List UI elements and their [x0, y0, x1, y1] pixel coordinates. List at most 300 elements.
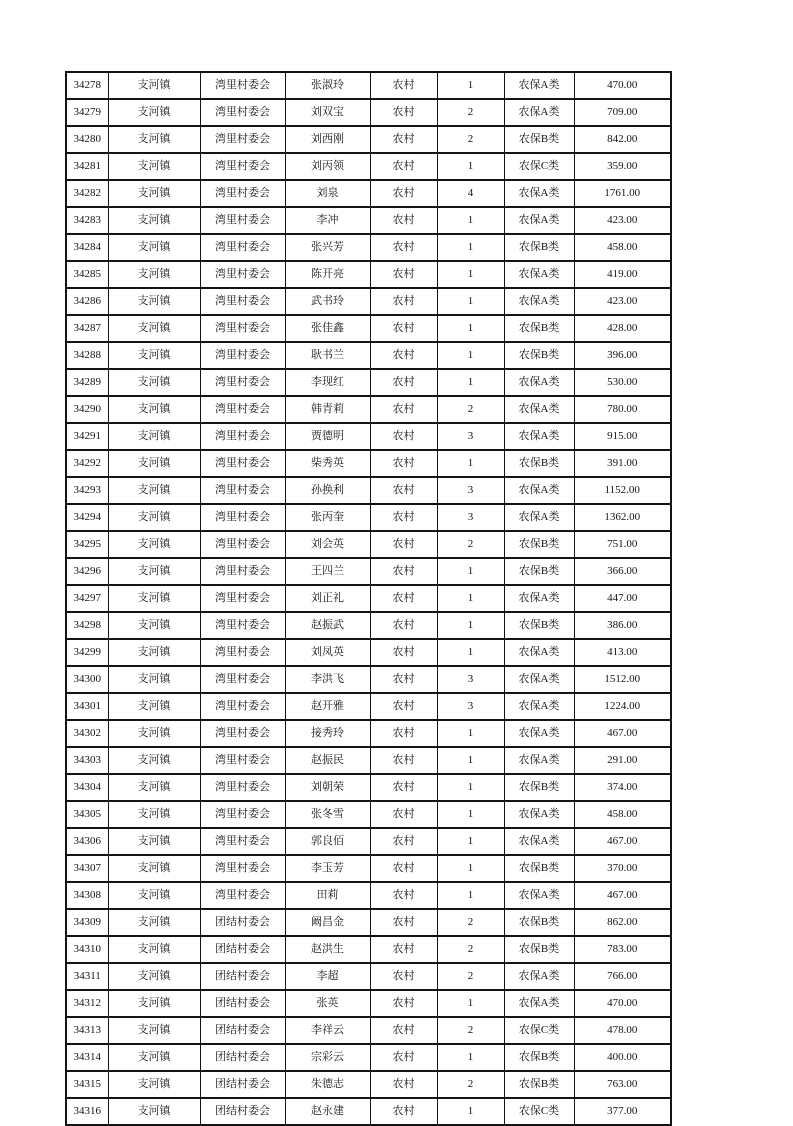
- table-row: [66, 666, 671, 693]
- table-row: [66, 207, 671, 234]
- table-row: [66, 396, 671, 423]
- cell-name: 田莉: [285, 882, 370, 909]
- cell-category: 农村: [370, 882, 437, 909]
- table-row: [66, 639, 671, 666]
- cell-amount: 423.00: [574, 207, 671, 234]
- table-row: [66, 801, 671, 828]
- cell-amount: 400.00: [574, 1044, 671, 1071]
- cell-town: 支河镇: [108, 396, 200, 423]
- table-row: [66, 288, 671, 315]
- cell-amount: 467.00: [574, 828, 671, 855]
- cell-record-id: 34279: [66, 99, 108, 126]
- table-row: [66, 342, 671, 369]
- cell-insurance-type: 农保A类: [504, 72, 574, 99]
- cell-insurance-type: 农保C类: [504, 1098, 574, 1125]
- cell-count: 1: [437, 774, 504, 801]
- cell-name: 刘泉: [285, 180, 370, 207]
- cell-name: 张英: [285, 990, 370, 1017]
- cell-insurance-type: 农保B类: [504, 234, 574, 261]
- cell-village: 湾里村委会: [200, 558, 285, 585]
- cell-category: 农村: [370, 450, 437, 477]
- cell-village: 湾里村委会: [200, 261, 285, 288]
- cell-town: 支河镇: [108, 990, 200, 1017]
- cell-count: 1: [437, 720, 504, 747]
- cell-count: 1: [437, 234, 504, 261]
- cell-category: 农村: [370, 261, 437, 288]
- cell-name: 刘会英: [285, 531, 370, 558]
- cell-record-id: 34285: [66, 261, 108, 288]
- cell-record-id: 34307: [66, 855, 108, 882]
- cell-insurance-type: 农保B类: [504, 855, 574, 882]
- cell-name: 朱德志: [285, 1071, 370, 1098]
- cell-category: 农村: [370, 504, 437, 531]
- cell-category: 农村: [370, 801, 437, 828]
- table-row: [66, 450, 671, 477]
- table-row: [66, 153, 671, 180]
- cell-town: 支河镇: [108, 909, 200, 936]
- cell-name: 李超: [285, 963, 370, 990]
- cell-insurance-type: 农保B类: [504, 909, 574, 936]
- table-row: [66, 855, 671, 882]
- cell-village: 湾里村委会: [200, 774, 285, 801]
- cell-record-id: 34296: [66, 558, 108, 585]
- table-row: [66, 936, 671, 963]
- cell-town: 支河镇: [108, 828, 200, 855]
- cell-name: 耿书兰: [285, 342, 370, 369]
- cell-town: 支河镇: [108, 153, 200, 180]
- cell-name: 张丙奎: [285, 504, 370, 531]
- cell-name: 赵振武: [285, 612, 370, 639]
- cell-category: 农村: [370, 936, 437, 963]
- table-row: [66, 612, 671, 639]
- cell-record-id: 34290: [66, 396, 108, 423]
- cell-name: 刘丙领: [285, 153, 370, 180]
- cell-count: 1: [437, 369, 504, 396]
- table-row: [66, 693, 671, 720]
- cell-record-id: 34310: [66, 936, 108, 963]
- cell-name: 刘西刚: [285, 126, 370, 153]
- table-row: [66, 558, 671, 585]
- cell-insurance-type: 农保A类: [504, 477, 574, 504]
- cell-category: 农村: [370, 639, 437, 666]
- cell-insurance-type: 农保A类: [504, 963, 574, 990]
- cell-insurance-type: 农保A类: [504, 396, 574, 423]
- cell-category: 农村: [370, 693, 437, 720]
- cell-amount: 374.00: [574, 774, 671, 801]
- cell-amount: 391.00: [574, 450, 671, 477]
- cell-name: 张冬雪: [285, 801, 370, 828]
- cell-insurance-type: 农保B类: [504, 315, 574, 342]
- table-row: [66, 477, 671, 504]
- cell-village: 湾里村委会: [200, 342, 285, 369]
- cell-count: 4: [437, 180, 504, 207]
- cell-count: 2: [437, 126, 504, 153]
- cell-village: 湾里村委会: [200, 72, 285, 99]
- table-row: [66, 720, 671, 747]
- table-row: [66, 423, 671, 450]
- cell-category: 农村: [370, 288, 437, 315]
- cell-category: 农村: [370, 585, 437, 612]
- cell-amount: 766.00: [574, 963, 671, 990]
- cell-category: 农村: [370, 774, 437, 801]
- cell-record-id: 34313: [66, 1017, 108, 1044]
- cell-village: 湾里村委会: [200, 531, 285, 558]
- cell-category: 农村: [370, 747, 437, 774]
- cell-record-id: 34300: [66, 666, 108, 693]
- table-row: [66, 882, 671, 909]
- cell-town: 支河镇: [108, 315, 200, 342]
- cell-count: 1: [437, 558, 504, 585]
- cell-name: 孙换利: [285, 477, 370, 504]
- cell-name: 刘双宝: [285, 99, 370, 126]
- cell-name: 李洪飞: [285, 666, 370, 693]
- cell-record-id: 34316: [66, 1098, 108, 1125]
- cell-insurance-type: 农保A类: [504, 693, 574, 720]
- cell-record-id: 34293: [66, 477, 108, 504]
- cell-insurance-type: 农保A类: [504, 180, 574, 207]
- cell-count: 3: [437, 693, 504, 720]
- cell-amount: 467.00: [574, 882, 671, 909]
- cell-count: 3: [437, 504, 504, 531]
- cell-village: 湾里村委会: [200, 693, 285, 720]
- cell-count: 2: [437, 963, 504, 990]
- cell-name: 刘凤英: [285, 639, 370, 666]
- table-row: [66, 909, 671, 936]
- cell-insurance-type: 农保A类: [504, 720, 574, 747]
- cell-town: 支河镇: [108, 261, 200, 288]
- cell-record-id: 34291: [66, 423, 108, 450]
- cell-town: 支河镇: [108, 963, 200, 990]
- cell-village: 团结村委会: [200, 936, 285, 963]
- cell-record-id: 34295: [66, 531, 108, 558]
- cell-name: 宗彩云: [285, 1044, 370, 1071]
- cell-amount: 470.00: [574, 72, 671, 99]
- cell-village: 湾里村委会: [200, 180, 285, 207]
- cell-count: 1: [437, 801, 504, 828]
- cell-village: 团结村委会: [200, 1098, 285, 1125]
- cell-category: 农村: [370, 180, 437, 207]
- cell-town: 支河镇: [108, 936, 200, 963]
- cell-record-id: 34304: [66, 774, 108, 801]
- cell-count: 3: [437, 666, 504, 693]
- cell-record-id: 34280: [66, 126, 108, 153]
- cell-count: 1: [437, 450, 504, 477]
- cell-insurance-type: 农保B类: [504, 936, 574, 963]
- cell-category: 农村: [370, 342, 437, 369]
- cell-village: 湾里村委会: [200, 801, 285, 828]
- cell-amount: 423.00: [574, 288, 671, 315]
- cell-insurance-type: 农保B类: [504, 126, 574, 153]
- cell-name: 贾德明: [285, 423, 370, 450]
- cell-category: 农村: [370, 315, 437, 342]
- cell-amount: 291.00: [574, 747, 671, 774]
- cell-village: 团结村委会: [200, 1017, 285, 1044]
- cell-category: 农村: [370, 153, 437, 180]
- cell-category: 农村: [370, 666, 437, 693]
- cell-count: 1: [437, 612, 504, 639]
- cell-category: 农村: [370, 1017, 437, 1044]
- cell-town: 支河镇: [108, 423, 200, 450]
- cell-record-id: 34288: [66, 342, 108, 369]
- cell-record-id: 34312: [66, 990, 108, 1017]
- cell-name: 李祥云: [285, 1017, 370, 1044]
- cell-town: 支河镇: [108, 666, 200, 693]
- cell-record-id: 34287: [66, 315, 108, 342]
- cell-category: 农村: [370, 477, 437, 504]
- cell-count: 1: [437, 1044, 504, 1071]
- cell-name: 李现红: [285, 369, 370, 396]
- cell-insurance-type: 农保A类: [504, 585, 574, 612]
- cell-amount: 428.00: [574, 315, 671, 342]
- cell-insurance-type: 农保C类: [504, 153, 574, 180]
- cell-name: 赵永建: [285, 1098, 370, 1125]
- cell-name: 张佳鑫: [285, 315, 370, 342]
- cell-amount: 751.00: [574, 531, 671, 558]
- table-row: [66, 261, 671, 288]
- cell-amount: 862.00: [574, 909, 671, 936]
- cell-insurance-type: 农保A类: [504, 747, 574, 774]
- cell-record-id: 34306: [66, 828, 108, 855]
- cell-amount: 413.00: [574, 639, 671, 666]
- cell-count: 2: [437, 909, 504, 936]
- cell-name: 赵洪生: [285, 936, 370, 963]
- cell-amount: 1512.00: [574, 666, 671, 693]
- cell-amount: 458.00: [574, 234, 671, 261]
- cell-amount: 530.00: [574, 369, 671, 396]
- cell-town: 支河镇: [108, 747, 200, 774]
- cell-count: 1: [437, 261, 504, 288]
- cell-category: 农村: [370, 207, 437, 234]
- cell-count: 2: [437, 1017, 504, 1044]
- cell-count: 1: [437, 288, 504, 315]
- cell-record-id: 34292: [66, 450, 108, 477]
- cell-name: 郭良佰: [285, 828, 370, 855]
- cell-town: 支河镇: [108, 693, 200, 720]
- table-row: [66, 369, 671, 396]
- cell-name: 刘正礼: [285, 585, 370, 612]
- cell-insurance-type: 农保B类: [504, 612, 574, 639]
- cell-record-id: 34298: [66, 612, 108, 639]
- cell-town: 支河镇: [108, 558, 200, 585]
- cell-amount: 447.00: [574, 585, 671, 612]
- cell-amount: 470.00: [574, 990, 671, 1017]
- cell-amount: 467.00: [574, 720, 671, 747]
- cell-count: 1: [437, 1098, 504, 1125]
- cell-record-id: 34281: [66, 153, 108, 180]
- cell-count: 1: [437, 639, 504, 666]
- cell-village: 湾里村委会: [200, 396, 285, 423]
- cell-town: 支河镇: [108, 1044, 200, 1071]
- cell-town: 支河镇: [108, 639, 200, 666]
- cell-record-id: 34308: [66, 882, 108, 909]
- cell-town: 支河镇: [108, 369, 200, 396]
- cell-category: 农村: [370, 963, 437, 990]
- records-table-body: [66, 72, 671, 1125]
- cell-count: 1: [437, 990, 504, 1017]
- cell-town: 支河镇: [108, 1071, 200, 1098]
- cell-record-id: 34314: [66, 1044, 108, 1071]
- cell-insurance-type: 农保A类: [504, 261, 574, 288]
- cell-town: 支河镇: [108, 774, 200, 801]
- cell-name: 王四兰: [285, 558, 370, 585]
- table-row: [66, 531, 671, 558]
- cell-count: 3: [437, 477, 504, 504]
- cell-village: 湾里村委会: [200, 450, 285, 477]
- table-row: [66, 963, 671, 990]
- cell-village: 湾里村委会: [200, 747, 285, 774]
- table-row: [66, 504, 671, 531]
- cell-name: 阚昌金: [285, 909, 370, 936]
- cell-count: 2: [437, 936, 504, 963]
- cell-village: 湾里村委会: [200, 99, 285, 126]
- cell-insurance-type: 农保A类: [504, 288, 574, 315]
- cell-record-id: 34289: [66, 369, 108, 396]
- cell-category: 农村: [370, 1044, 437, 1071]
- cell-town: 支河镇: [108, 477, 200, 504]
- cell-category: 农村: [370, 126, 437, 153]
- cell-insurance-type: 农保B类: [504, 558, 574, 585]
- cell-count: 1: [437, 315, 504, 342]
- cell-town: 支河镇: [108, 126, 200, 153]
- cell-village: 湾里村委会: [200, 126, 285, 153]
- cell-name: 张淑玲: [285, 72, 370, 99]
- table-row: [66, 72, 671, 99]
- table-row: [66, 1017, 671, 1044]
- cell-record-id: 34311: [66, 963, 108, 990]
- cell-amount: 1362.00: [574, 504, 671, 531]
- cell-record-id: 34301: [66, 693, 108, 720]
- cell-town: 支河镇: [108, 342, 200, 369]
- cell-count: 1: [437, 828, 504, 855]
- cell-category: 农村: [370, 828, 437, 855]
- cell-count: 2: [437, 1071, 504, 1098]
- cell-count: 1: [437, 882, 504, 909]
- cell-name: 柴秀英: [285, 450, 370, 477]
- cell-village: 团结村委会: [200, 1071, 285, 1098]
- cell-count: 1: [437, 747, 504, 774]
- cell-name: 武书玲: [285, 288, 370, 315]
- cell-village: 湾里村委会: [200, 720, 285, 747]
- cell-name: 李玉芳: [285, 855, 370, 882]
- records-table: [65, 71, 672, 1126]
- cell-name: 赵振民: [285, 747, 370, 774]
- cell-amount: 842.00: [574, 126, 671, 153]
- table-row: [66, 99, 671, 126]
- cell-insurance-type: 农保B类: [504, 531, 574, 558]
- cell-town: 支河镇: [108, 207, 200, 234]
- cell-town: 支河镇: [108, 99, 200, 126]
- cell-town: 支河镇: [108, 855, 200, 882]
- cell-category: 农村: [370, 612, 437, 639]
- cell-insurance-type: 农保A类: [504, 369, 574, 396]
- cell-amount: 1224.00: [574, 693, 671, 720]
- table-row: [66, 315, 671, 342]
- cell-record-id: 34315: [66, 1071, 108, 1098]
- cell-amount: 359.00: [574, 153, 671, 180]
- table-row: [66, 585, 671, 612]
- table-row: [66, 1044, 671, 1071]
- cell-village: 湾里村委会: [200, 207, 285, 234]
- cell-village: 湾里村委会: [200, 153, 285, 180]
- cell-count: 1: [437, 342, 504, 369]
- cell-town: 支河镇: [108, 288, 200, 315]
- cell-town: 支河镇: [108, 1098, 200, 1125]
- cell-category: 农村: [370, 855, 437, 882]
- cell-village: 湾里村委会: [200, 882, 285, 909]
- cell-town: 支河镇: [108, 180, 200, 207]
- cell-village: 湾里村委会: [200, 234, 285, 261]
- cell-insurance-type: 农保A类: [504, 666, 574, 693]
- cell-count: 1: [437, 585, 504, 612]
- cell-village: 团结村委会: [200, 1044, 285, 1071]
- cell-record-id: 34302: [66, 720, 108, 747]
- cell-category: 农村: [370, 99, 437, 126]
- table-row: [66, 1071, 671, 1098]
- table-row: [66, 126, 671, 153]
- cell-village: 团结村委会: [200, 963, 285, 990]
- cell-record-id: 34284: [66, 234, 108, 261]
- cell-record-id: 34294: [66, 504, 108, 531]
- cell-amount: 780.00: [574, 396, 671, 423]
- cell-village: 团结村委会: [200, 990, 285, 1017]
- cell-amount: 458.00: [574, 801, 671, 828]
- cell-count: 3: [437, 423, 504, 450]
- cell-category: 农村: [370, 369, 437, 396]
- cell-record-id: 34283: [66, 207, 108, 234]
- cell-count: 2: [437, 396, 504, 423]
- cell-name: 陈开亮: [285, 261, 370, 288]
- cell-amount: 377.00: [574, 1098, 671, 1125]
- cell-village: 湾里村委会: [200, 288, 285, 315]
- cell-town: 支河镇: [108, 234, 200, 261]
- cell-village: 湾里村委会: [200, 477, 285, 504]
- cell-insurance-type: 农保A类: [504, 504, 574, 531]
- cell-village: 湾里村委会: [200, 828, 285, 855]
- cell-insurance-type: 农保A类: [504, 207, 574, 234]
- cell-category: 农村: [370, 72, 437, 99]
- cell-town: 支河镇: [108, 882, 200, 909]
- cell-name: 接秀玲: [285, 720, 370, 747]
- cell-village: 湾里村委会: [200, 666, 285, 693]
- cell-village: 湾里村委会: [200, 504, 285, 531]
- cell-town: 支河镇: [108, 450, 200, 477]
- cell-record-id: 34305: [66, 801, 108, 828]
- cell-category: 农村: [370, 990, 437, 1017]
- cell-village: 团结村委会: [200, 909, 285, 936]
- cell-town: 支河镇: [108, 72, 200, 99]
- cell-record-id: 34309: [66, 909, 108, 936]
- cell-count: 2: [437, 531, 504, 558]
- table-row: [66, 180, 671, 207]
- cell-name: 刘朝荣: [285, 774, 370, 801]
- cell-village: 湾里村委会: [200, 423, 285, 450]
- table-row: [66, 747, 671, 774]
- cell-count: 1: [437, 207, 504, 234]
- cell-amount: 366.00: [574, 558, 671, 585]
- cell-amount: 370.00: [574, 855, 671, 882]
- cell-count: 1: [437, 72, 504, 99]
- cell-insurance-type: 农保A类: [504, 99, 574, 126]
- cell-insurance-type: 农保A类: [504, 828, 574, 855]
- cell-category: 农村: [370, 396, 437, 423]
- cell-village: 湾里村委会: [200, 585, 285, 612]
- cell-village: 湾里村委会: [200, 612, 285, 639]
- cell-record-id: 34299: [66, 639, 108, 666]
- cell-amount: 386.00: [574, 612, 671, 639]
- cell-town: 支河镇: [108, 504, 200, 531]
- cell-insurance-type: 农保B类: [504, 450, 574, 477]
- cell-category: 农村: [370, 558, 437, 585]
